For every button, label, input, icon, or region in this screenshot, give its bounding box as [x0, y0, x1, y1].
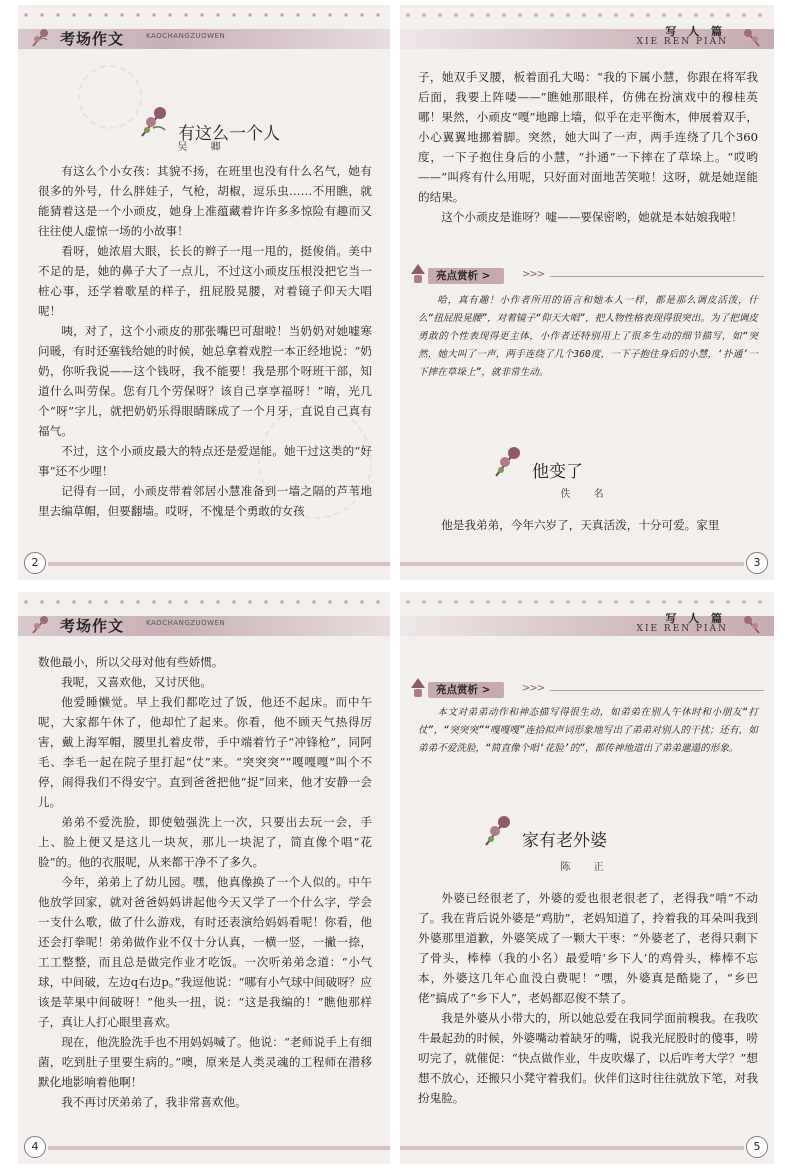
commentary-text: 本文对弟弟动作和神态描写得很生动，如弟弟在别人午休时和小朋友“打仗”，“突突突”“嘎嘎嘎”连拾拟声词形象地写出了弟弟对别人的干扰；还有，如弟弟不爱洗脸，“简直像个唱‘花脸’的”，都传神地道出了弟弟邋遢的形象。	[418, 707, 758, 754]
page-5	[400, 592, 774, 1164]
essay-author: 吴 卿	[177, 142, 231, 153]
flower-branch-icon	[740, 614, 762, 636]
paragraph: 子，她双手叉腰，板着面孔大喝：“我的下属小慧，你跟在将军我后面，我要上阵喽——”瞧她那眼样，仿佛在扮演戏中的穆桂英哪！果然，小顽皮“嘎”地蹿上墙，似乎在走平衡木，伸展着双手，小心翼翼地挪着脚。突然，她大叫了一声，两手连绕了几个360度，一下子抱住身后的小慧，“扑通”一下摔在了草垛上。“哎哟——”叫疼有什么用呢，只好面对面地苦笑啦！这呀，就是她逞能的结果。	[418, 70, 758, 204]
essay-body	[418, 515, 758, 535]
highlight-label: 亮点赏析 >	[428, 268, 504, 284]
section-pinyin: XIE REN PIAN	[636, 37, 728, 47]
essay-body	[38, 161, 372, 521]
page-number: 4	[24, 1136, 46, 1158]
section-title: 写 人 篇	[665, 25, 726, 38]
paragraph: 记得有一回，小顽皮带着邻居小慧准备到一墙之隔的芦苇地里去编草帽，但要翻墙。哎呀，不愧是个勇敢的女孩	[38, 484, 372, 518]
paragraph: 不过，这个小顽皮最大的特点还是爱逞能。她干过这类的“好事”还不少哩！	[38, 444, 372, 478]
flower-branch-icon	[30, 614, 52, 636]
essay-author: 佚 名	[560, 489, 614, 500]
paragraph: 我是外婆从小带大的，所以她总爱在我同学面前糗我。在我吹牛最起劲的时候，外婆嘴动着缺牙的嘴，说我光屁股时的傻事，唠叨完了，就催促：“快点做作业，牛皮吹爆了，以后咋考大学？”想想不放心，还搬只小凳守着我们。伙伴们这时往往就放下笔，对我扮鬼脸。	[418, 1011, 758, 1105]
essay-title: 家有老外婆	[522, 831, 607, 851]
page-3	[400, 5, 774, 580]
paragraph: 这个小顽皮是谁呀？嘘——要保密哟，她就是本姑娘我啦！	[441, 210, 743, 224]
essay-body	[38, 652, 372, 1112]
flower-branch-icon	[492, 445, 526, 479]
dotted-border	[18, 592, 390, 606]
essay-author: 陈 正	[560, 862, 614, 873]
paragraph: 他是我弟弟，今年六岁了，天真活泼，十分可爱。家里	[441, 518, 720, 532]
page-2	[18, 5, 390, 580]
dotted-border	[18, 5, 390, 19]
highlight-header	[400, 268, 774, 286]
divider	[550, 276, 764, 277]
essay-body	[418, 67, 758, 227]
footer-bar	[400, 562, 744, 566]
page-number: 2	[24, 552, 46, 574]
lamp-icon	[408, 676, 428, 700]
paragraph: 我不再讨厌弟弟了，我非常喜欢他。	[61, 1095, 247, 1109]
paragraph: 现在，他洗脸洗手也不用妈妈喊了。他说：“老师说手上有细菌，吃到肚子里要生病的。”噢，原来是人类灵魂的工程师在潜移默化地影响着他啊！	[38, 1035, 372, 1089]
flower-branch-icon	[740, 27, 762, 49]
paragraph: 今年，弟弟上了幼儿园。嘿，他真像换了一个人似的。中午他放学回家，就对爸爸妈妈讲起他今天又学了一个什么字，学会一支什么歌，做了什么游戏，有时还表演给妈妈看呢！你看，他还会打拳呢！弟弟做作业不仅十分认真，一横一竖，一撇一捺，工工整整，而且总是做完作业才吃饭。一次听弟弟念道：“小气球，中间破，左边q右边p。”我逗他说：“哪有小气球中间破呀？应该是苹果中间破呀！”他头一扭，说：“这是我编的！”瞧他那样子，真让人打心眼里喜欢。	[38, 875, 372, 1029]
paragraph: 有这么个小女孩：其貌不扬，在班里也没有什么名气，她有很多的外号，什么胖娃子，气枪，胡椒，逗乐虫……不用瞧，就能猜着这是一个小顽皮，她身上准蕴藏着许许多多惊险有趣而又往往使人虚惊一场的小故事！	[38, 164, 372, 238]
lamp-icon	[408, 262, 428, 286]
footer-bar	[48, 1146, 390, 1150]
page-number: 3	[746, 552, 768, 574]
dotted-border	[400, 5, 774, 19]
series-title: 考场作文	[60, 617, 125, 635]
footer-bar	[48, 562, 390, 566]
series-pinyin: KAOCHANGZUOWEN	[146, 619, 226, 627]
flower-branch-icon	[30, 27, 52, 49]
essay-title-row	[400, 814, 774, 854]
series-pinyin: KAOCHANGZUOWEN	[146, 32, 226, 40]
essay-body	[418, 888, 758, 1108]
page-4	[18, 592, 390, 1164]
highlight-label: 亮点赏析 >	[428, 682, 504, 698]
paragraph: 外婆已经很老了，外婆的爱也很老很老了，老得我“啃”不动了。我在背后说外婆是“鸡肋”，老妈知道了，拎着我的耳朵叫我到外婆那里道歉，外婆笑成了一颗大干枣：“外婆老了，老得只剩下了骨头，棒棒（我的小名）最爱啃‘乡下人’的鸡骨头，棒棒不忘本，外婆这几年心血没白费呢！”嘿，外婆真是酷毙了，“乡巴佬”搞成了“乡下人”，老妈都忍俊不禁了。	[418, 891, 758, 1005]
paragraph: 弟弟不爱洗脸，即使勉强洗上一次，只要出去玩一会，手上、脸上便又是这儿一块灰，那儿一块泥了，简直像个唱“花脸”的。他的衣服呢，从来都干净不了多久。	[38, 815, 372, 869]
paragraph: 他爱睡懒觉。早上我们都吃过了饭，他还不起床。而中午呢，大家都午休了，他却忙了起来。你看，他不顾天气热得厉害，戴上海军帽，腰里扎着皮带，手中端着竹子“冲锋枪”，同阿毛、李毛一起在院子里打起“仗”来。“突突突”“嘎嘎嘎”叫个不停，闹得我们不得安宁。直到爸爸把他“捉”回来，他才安静一会儿。	[38, 695, 372, 809]
commentary	[418, 704, 758, 758]
paragraph: 我呢，又喜欢他，又讨厌他。	[61, 675, 212, 689]
page-number: 5	[746, 1136, 768, 1158]
dotted-border	[400, 592, 774, 606]
paragraph: 看呀，她浓眉大眼，长长的辫子一甩一甩的，挺俊俏。美中不足的是，她的鼻子大了一点儿，不过这小顽皮压根没把它当一桩心事，还学着歌星的样子，扭屁股晃腰，对着镜子仰天大唱呢！	[38, 244, 372, 318]
highlight-arrows: >>>	[522, 269, 545, 280]
divider	[550, 690, 764, 691]
commentary-text: 哈，真有趣！小作者所用的语言和她本人一样，都是那么调皮活泼，什么“扭屁股晃腰”，对着镜子“仰天大唱”，把人物性格表现得很突出。为了把调皮勇敢的个性表现得更主体，小作者还特别用上了很多生动的细节描写，如“突然，她大叫了一声，两手连绕了几个360度，一下子抱住身后的小慧，‘扑通’一下摔在草垛上”，就非常生动。	[418, 295, 758, 378]
section-pinyin: XIE REN PIAN	[636, 624, 728, 634]
flower-branch-icon	[482, 814, 516, 848]
highlight-header	[400, 682, 774, 700]
paragraph: 咦，对了，这个小顽皮的那张嘴巴可甜啦！当奶奶对她嘘寒问暖，有时还塞钱给她的时候，她总拿着戏腔一本正经地说：“奶奶，你听我说——这个钱呀，我不能要！我是那个呀班干部，知道什么叫劳保。您有几个劳保呀？该自己享享福呀！”唷，光几个“呀”字儿，就把奶奶乐得眼睛眯成了一个月牙，直说自己真有福气。	[38, 324, 372, 438]
highlight-arrows: >>>	[522, 683, 545, 694]
footer-bar	[400, 1146, 744, 1150]
paragraph: 数他最小，所以父母对他有些娇惯。	[38, 655, 224, 669]
section-title: 写 人 篇	[665, 612, 726, 625]
flower-branch-icon	[138, 105, 172, 139]
essay-title: 有这么一个人	[178, 124, 280, 144]
essay-title: 他变了	[532, 462, 583, 482]
series-title: 考场作文	[60, 30, 125, 48]
essay-title-row	[400, 445, 774, 485]
commentary	[418, 292, 758, 382]
